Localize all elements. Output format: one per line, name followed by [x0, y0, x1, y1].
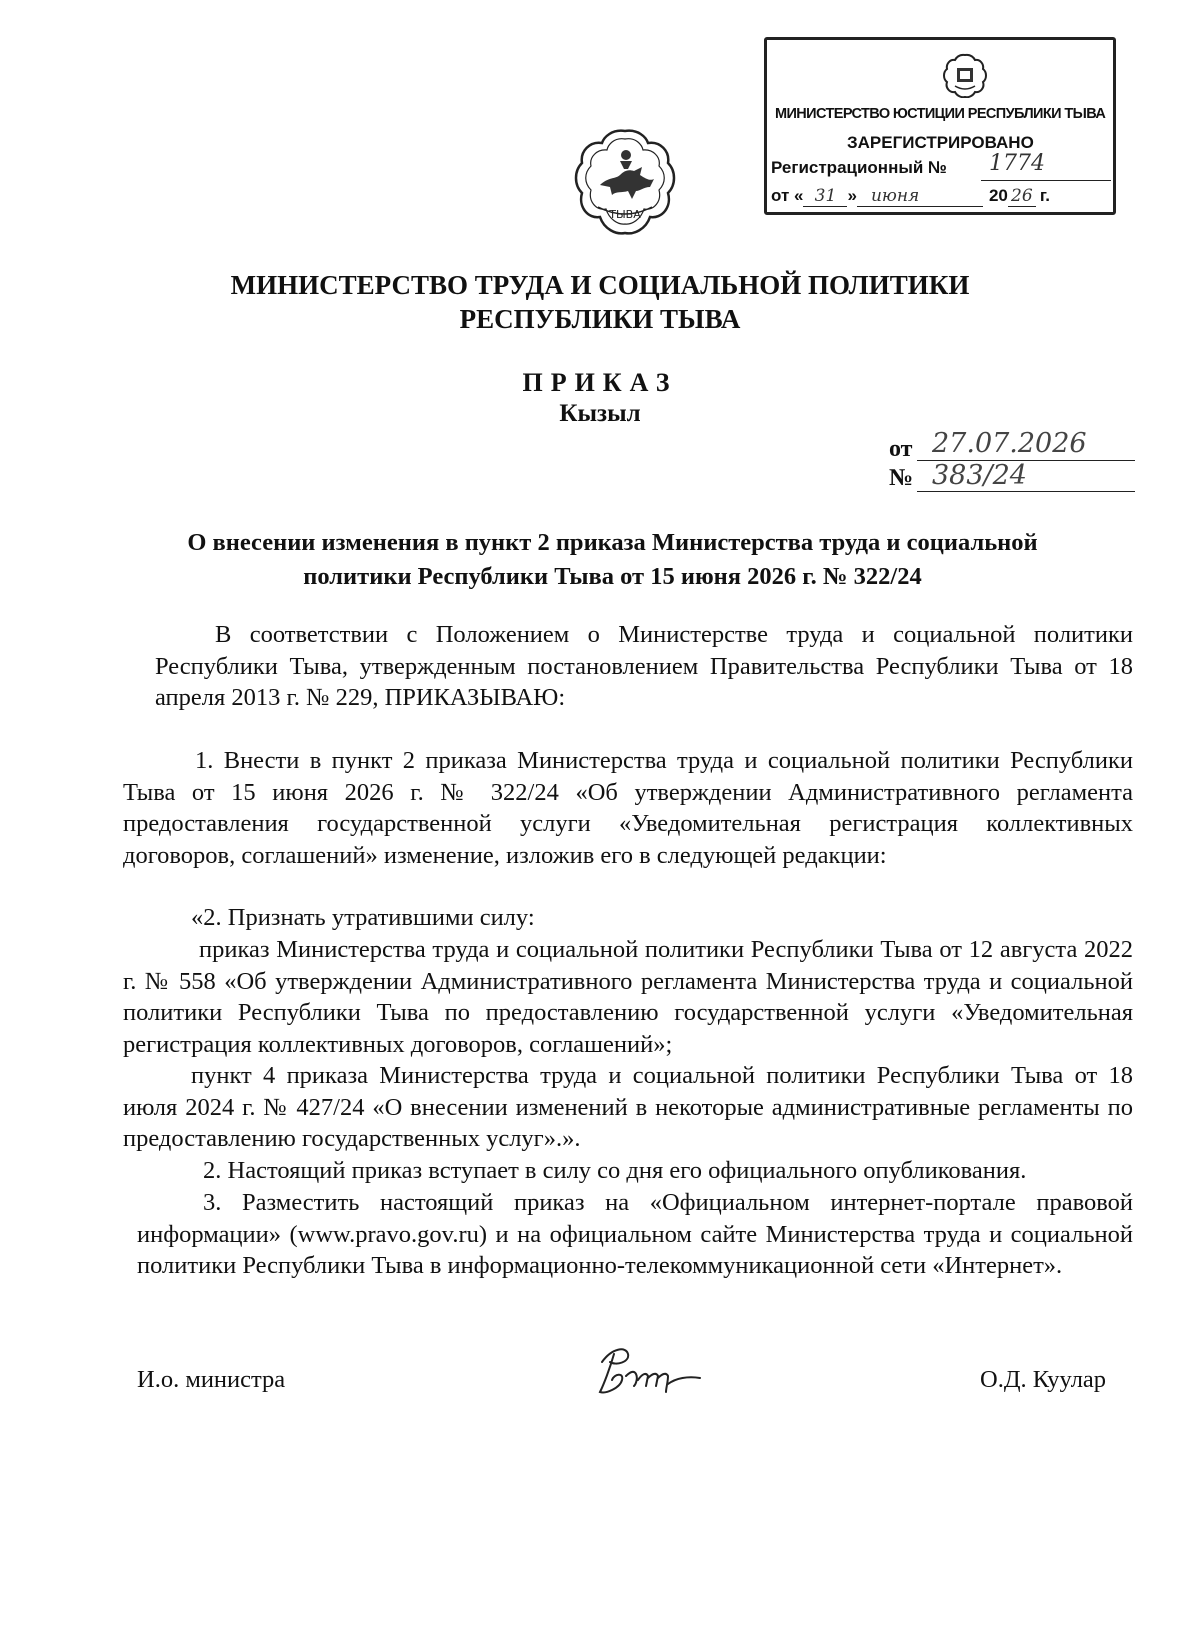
ministry-name-line1: МИНИСТЕРСТВО ТРУДА И СОЦИАЛЬНОЙ ПОЛИТИКИ — [230, 270, 970, 300]
revoked-act-2: пункт 4 приказа Министерства труда и социальной политики Республики Тыва от 18 июля 2024 г. № 427/24 «О внесении изменений в некоторые административные регламенты по предоставлению государственных услуг».». — [123, 1062, 1133, 1152]
stamp-year-suffix: 26 — [1008, 186, 1036, 207]
stamp-date-prefix: от « — [771, 186, 804, 205]
document-type: ПРИКАЗ — [522, 368, 678, 397]
order-item-3: 3. Разместить настоящий приказ на «Официальном интернет-портале правовой информации» (www.pravo.gov.ru) и на официальном сайте Министерства труда и социальной политики Республики Тыва в информационно-телекоммуникационной сети «Интернет». — [137, 1189, 1133, 1279]
document-date: 27.07.2026 — [932, 428, 1087, 459]
stamp-emblem-icon — [943, 52, 987, 98]
emblem-icon — [570, 125, 680, 240]
preamble-paragraph: В соответствии с Положением о Министерстве труда и социальной политики Республики Тыва, утвержденным постановлением Правительства Республики Тыва от 18 апреля 2013 г. № 229, ПРИКАЗЫВАЮ: — [155, 621, 1133, 711]
document-number: 383/24 — [932, 460, 1027, 491]
stamp-reg-number: 1774 — [989, 151, 1045, 176]
signatory-role: И.о. министра — [137, 1366, 286, 1393]
ministry-name — [0, 268, 1200, 336]
new-wording-start: «2. Признать утратившими силу: — [191, 904, 535, 931]
document-date-label: от — [889, 436, 913, 462]
document-number-underline — [917, 491, 1135, 492]
stamp-status: ЗАРЕГИСТРИРОВАНО — [847, 133, 1034, 152]
stamp-organization: МИНИСТЕРСТВО ЮСТИЦИИ РЕСПУБЛИКИ ТЫВА — [775, 106, 1106, 122]
document-subject — [150, 526, 1075, 594]
subject-line2: политики Республики Тыва от 15 июня 2026 г. № 322/24 — [303, 563, 922, 590]
ministry-name-line2: РЕСПУБЛИКИ ТЫВА — [459, 304, 741, 334]
stamp-year-prefix: 20 — [988, 186, 1008, 205]
revoked-act-1: приказ Министерства труда и социальной политики Республики Тыва от 12 августа 2022 г. № 558 «Об утверждении Административного регламента Министерства труда и социальной политики Республики Тыва по предоставлению государственной услуги «Уведомительная регистрация коллективных договоров, соглашений»; — [123, 936, 1133, 1058]
document-number-label: № — [889, 465, 914, 491]
stamp-date-mid: » — [847, 186, 857, 205]
document-city: Кызыл — [559, 400, 641, 427]
stamp-date-day: 31 — [803, 186, 847, 207]
stamp-number-underline — [981, 180, 1111, 181]
stamp-date-month: июня — [857, 186, 983, 207]
stamp-year-end: г. — [1039, 186, 1050, 205]
signatory-name: О.Д. Куулар — [980, 1366, 1107, 1393]
republic-emblem — [570, 125, 680, 240]
registration-stamp — [764, 37, 1116, 215]
handwritten-signature — [592, 1340, 712, 1404]
order-item-2: 2. Настоящий приказ вступает в силу со дня его официального опубликования. — [203, 1157, 1027, 1184]
stamp-date-row — [771, 186, 1115, 207]
svg-text:ТЫВА: ТЫВА — [609, 208, 641, 221]
order-item-1: 1. Внести в пункт 2 приказа Министерства труда и социальной политики Республики Тыва от 15 июня 2026 г. № 322/24 «Об утверждении Административного регламента предоставления государственной услуги «Уведомительная регистрация коллективных договоров, соглашений» изменение, изложив его в следующей редакции: — [123, 747, 1133, 869]
stamp-reg-number-label: Регистрационный № — [771, 158, 947, 177]
subject-line1: О внесении изменения в пункт 2 приказа Министерства труда и социальной — [187, 529, 1038, 556]
